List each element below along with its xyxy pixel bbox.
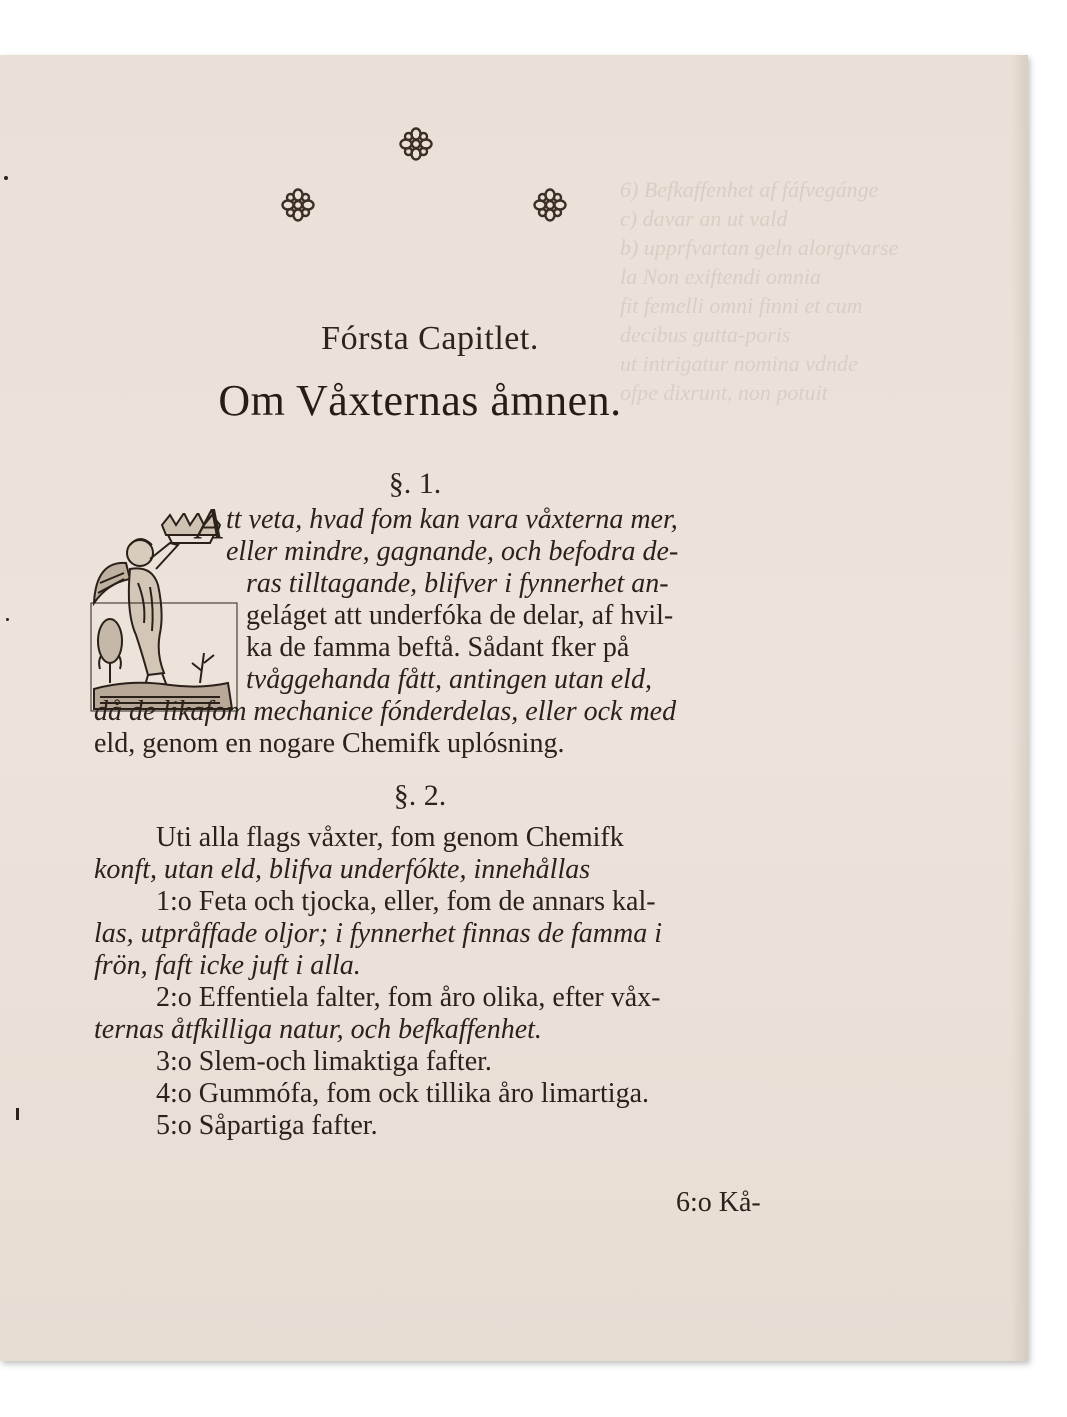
text-line: konft, utan eld, blifva underfókte, innehållas: [94, 854, 591, 885]
text-line: las, utpråffade oljor; i fynnerhet finnas de famma i: [94, 918, 663, 949]
text-line: ras tilltagande, blifver i fynnerhet an-: [246, 568, 669, 599]
list-item: 4:o Gummófa, fom ock tillika åro limartiga.: [156, 1078, 649, 1109]
list-item: 2:o Effentiela falter, fom åro olika, efter våx-: [156, 982, 661, 1013]
text-line: eld, genom en nogare Chemifk uplósning.: [94, 728, 565, 759]
text-line: tt veta, hvad fom kan vara våxterna mer,: [226, 504, 678, 535]
drop-initial-letter: A: [196, 499, 223, 548]
text-line: då de likafom mechanice fónderdelas, eller ock med: [94, 696, 677, 727]
list-item: 5:o Såpartiga fafter.: [156, 1110, 378, 1141]
show-through-text: 6) Befkaffenhet af fáfvegánge c) davar an ut vald b) upprfvartan geln alorgtvarse la Non exiftendi omnia fit femelli omni finni et cum decibus gutta-poris ut intrigatur nomina vdnde ofpe dixrunt, non potuit: [620, 177, 899, 405]
text-line: frön, faft icke juft i alla.: [94, 950, 361, 981]
section-mark-2: §. 2.: [393, 779, 447, 812]
text-line: eller mindre, gagnande, och befodra de-: [226, 536, 679, 567]
section-mark-1: §. 1.: [388, 467, 442, 500]
flower-ornament-icon: [281, 188, 315, 222]
flower-ornament-icon: [399, 127, 433, 161]
catchword: 6:o Kå-: [676, 1187, 761, 1218]
list-item: 3:o Slem-och limaktiga fafter.: [156, 1046, 492, 1077]
text-line: geláget att underfóka de delar, af hvil-: [246, 600, 674, 631]
text-line: Uti alla flags våxter, fom genom Chemifk: [156, 822, 624, 853]
list-item: 1:o Feta och tjocka, eller, fom de annars kal-: [156, 886, 656, 917]
text-line: ka de famma beftå. Sådant fker på: [246, 632, 630, 663]
book-page: [0, 55, 1028, 1361]
margin-mark: [6, 618, 9, 621]
text-line: tvåggehanda fått, antingen utan eld,: [246, 664, 652, 695]
chapter-heading: Fórsta Capitlet.: [321, 320, 539, 357]
text-line: ternas åtfkilliga natur, och befkaffenhet.: [94, 1014, 542, 1045]
margin-mark: [4, 176, 8, 180]
chapter-title: Om Våxternas åmnen.: [218, 376, 622, 425]
margin-mark: [16, 1108, 19, 1120]
flower-ornament-icon: [533, 188, 567, 222]
